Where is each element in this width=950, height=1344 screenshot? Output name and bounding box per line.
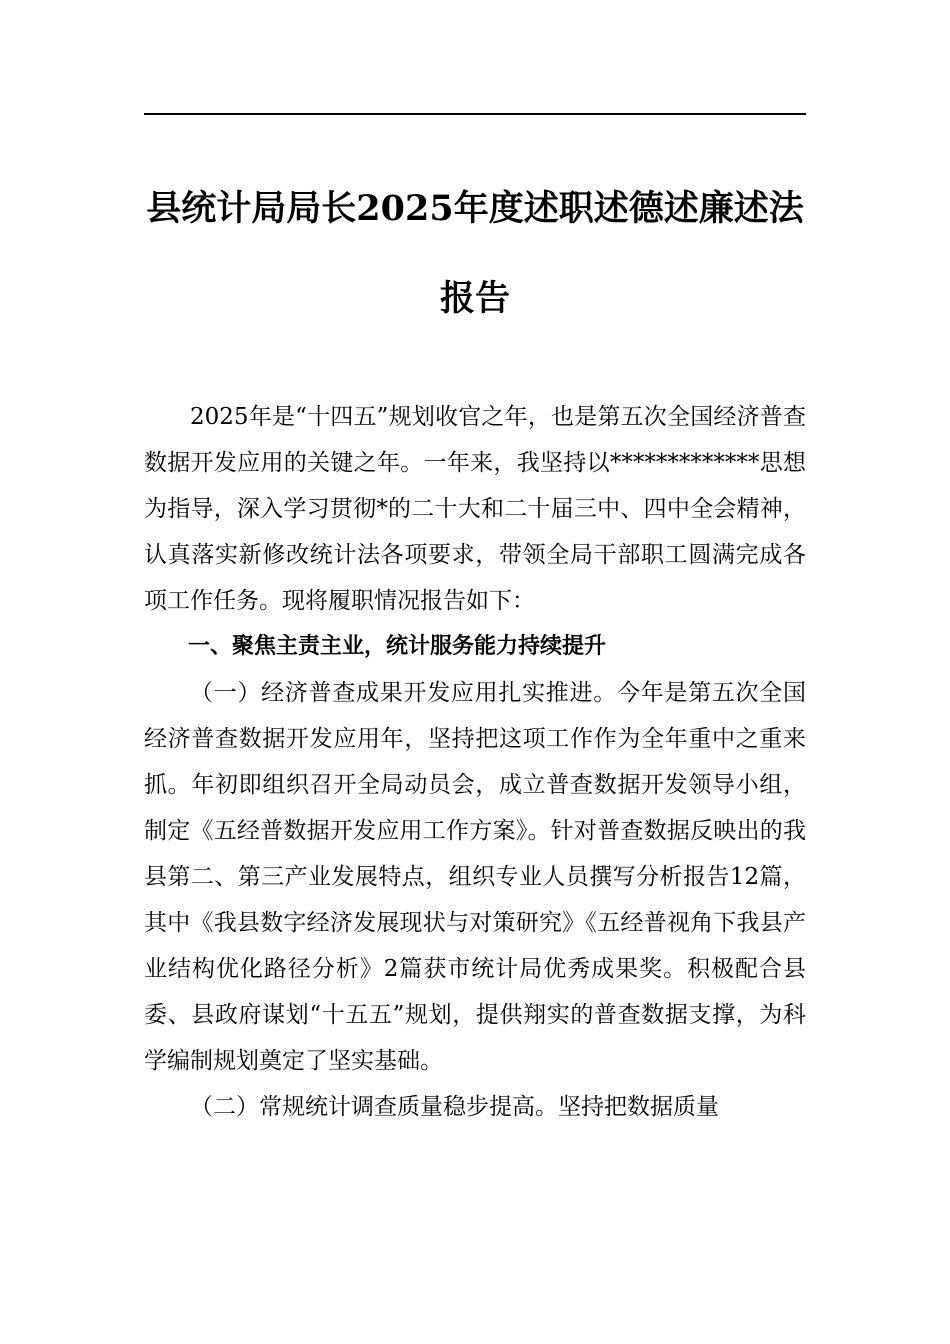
header-rule <box>144 113 806 115</box>
section-heading-1: 一、聚焦主责主业，统计服务能力持续提升 <box>188 634 607 659</box>
subsection-paragraph-2: （二）常规统计调查质量稳步提高。坚持把数据质量 <box>190 1094 719 1120</box>
intro-paragraph: 2025年是“十四五”规划收官之年，也是第五次全国经济普查数据开发应用的关键之年。一年来，我坚持以*************思想为指导，深入学习贯彻*的二十大和二十届三中、四中全会精神，认真落实新修改统计法各项要求，带领全局干部职工圆满完成各项工作任务。现将履职情况报告如下： <box>144 404 806 614</box>
document-title-line-2: 报告 <box>439 278 510 319</box>
document-title <box>144 164 806 344</box>
subsection-paragraph-1: （一）经济普查成果开发应用扎实推进。今年是第五次全国经济普查数据开发应用年，坚持把这项工作作为全年重中之重来抓。年初即组织召开全局动员会，成立普查数据开发领导小组，制定《五经普数据开发应用工作方案》。针对普查数据反映出的我县第二、第三产业发展特点，组织专业人员撰写分析报告12篇，其中《我县数字经济发展现状与对策研究》《五经普视角下我县产业结构优化路径分析》2篇获市统计局优秀成果奖。积极配合县委、县政府谋划“十五五”规划，提供翔实的普查数据支撑，为科学编制规划奠定了坚实基础。 <box>144 680 806 1074</box>
document-body <box>144 394 806 1130</box>
document-title-line-1: 县统计局局长2025年度述职述德述廉述法 <box>146 188 804 229</box>
